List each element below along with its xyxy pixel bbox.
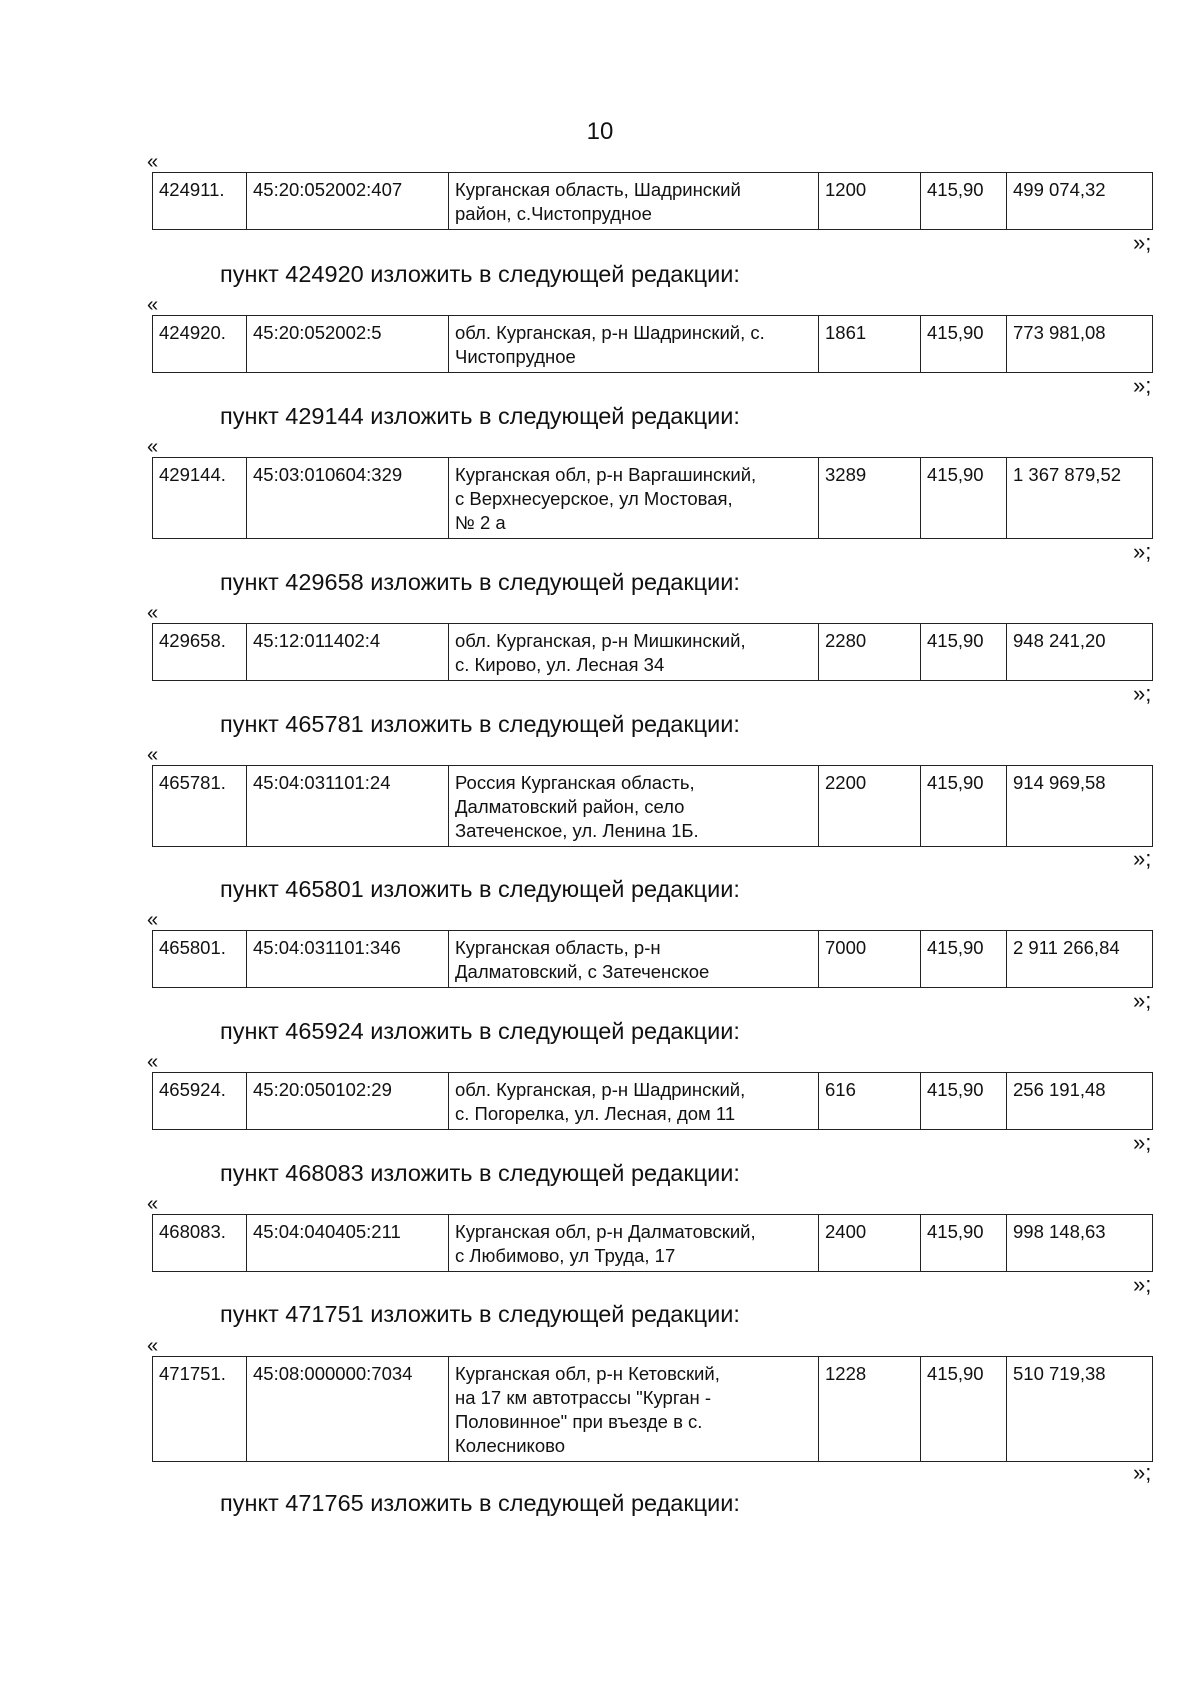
cell-total: 256 191,48: [1007, 1073, 1153, 1130]
cell-address: [449, 173, 819, 230]
cell-cadastral-number: 45:12:011402:4: [247, 624, 449, 681]
cell-address: [449, 1073, 819, 1130]
cell-cadastral-number: 45:04:040405:211: [247, 1215, 449, 1272]
cell-address: [449, 458, 819, 539]
closing-quote: »;: [1133, 1460, 1152, 1485]
closing-quote: »;: [1133, 1130, 1152, 1155]
address-line: район, с.Чистопрудное: [455, 203, 652, 224]
cell-number: 471751.: [153, 1357, 247, 1462]
cell-address: [449, 316, 819, 373]
address-line: Курганская обл, р-н Варгашинский,: [455, 464, 757, 485]
cell-total: 510 719,38: [1007, 1357, 1153, 1462]
cell-area: 7000: [819, 931, 921, 988]
opening-quote: «: [147, 744, 159, 766]
cell-number: 465924.: [153, 1073, 247, 1130]
amendment-instruction: пункт 424920 изложить в следующей редакции:: [220, 261, 740, 287]
cell-cadastral-number: 45:03:010604:329: [247, 458, 449, 539]
address-line: Курганская область, р-н: [455, 937, 661, 958]
page-number: 10: [586, 118, 614, 145]
amendment-instruction: пункт 465781 изложить в следующей редакции:: [220, 711, 740, 737]
cell-area: 2200: [819, 766, 921, 847]
record-table: [152, 457, 1153, 539]
cell-address: [449, 1215, 819, 1272]
table-row: [153, 458, 1153, 539]
cell-area: 1200: [819, 173, 921, 230]
amendment-instruction: пункт 471751 изложить в следующей редакции:: [220, 1301, 740, 1327]
record-table: [152, 765, 1153, 847]
cell-price: 415,90: [921, 173, 1007, 230]
cell-address: [449, 624, 819, 681]
cell-cadastral-number: 45:20:050102:29: [247, 1073, 449, 1130]
address-line: № 2 а: [455, 512, 506, 533]
opening-quote: «: [147, 1335, 159, 1357]
closing-quote: »;: [1133, 988, 1152, 1013]
opening-quote: «: [147, 151, 159, 173]
cell-total: 1 367 879,52: [1007, 458, 1153, 539]
closing-quote: »;: [1133, 681, 1152, 706]
address-line: Россия Курганская область,: [455, 772, 695, 793]
cell-address: [449, 766, 819, 847]
address-line: на 17 км автотрассы "Курган -: [455, 1387, 711, 1408]
record-table: [152, 1072, 1153, 1130]
amendment-instruction: пункт 429144 изложить в следующей редакции:: [220, 403, 740, 429]
cell-number: 429658.: [153, 624, 247, 681]
table-row: [153, 1357, 1153, 1462]
closing-quote: »;: [1133, 230, 1152, 255]
cell-number: 424911.: [153, 173, 247, 230]
cell-total: 914 969,58: [1007, 766, 1153, 847]
record-table: [152, 1356, 1153, 1462]
cell-area: 616: [819, 1073, 921, 1130]
address-line: с. Кирово, ул. Лесная 34: [455, 654, 665, 675]
opening-quote: «: [147, 602, 159, 624]
cell-area: 2280: [819, 624, 921, 681]
opening-quote: «: [147, 1051, 159, 1073]
record-table: [152, 623, 1153, 681]
address-line: Половинное" при въезде в с.: [455, 1411, 703, 1432]
cell-cadastral-number: 45:20:052002:407: [247, 173, 449, 230]
opening-quote: «: [147, 1193, 159, 1215]
cell-total: 499 074,32: [1007, 173, 1153, 230]
address-line: Чистопрудное: [455, 346, 576, 367]
table-row: [153, 1215, 1153, 1272]
cell-total: 998 148,63: [1007, 1215, 1153, 1272]
address-line: Далматовский, с Затеченское: [455, 961, 710, 982]
closing-quote: »;: [1133, 373, 1152, 398]
amendment-instruction: пункт 465801 изложить в следующей редакции:: [220, 876, 740, 902]
cell-cadastral-number: 45:04:031101:346: [247, 931, 449, 988]
cell-address: [449, 931, 819, 988]
cell-price: 415,90: [921, 458, 1007, 539]
address-line: Курганская обл, р-н Далматовский,: [455, 1221, 756, 1242]
record-table: [152, 315, 1153, 373]
address-line: Курганская область, Шадринский: [455, 179, 741, 200]
opening-quote: «: [147, 909, 159, 931]
cell-price: 415,90: [921, 766, 1007, 847]
cell-number: 429144.: [153, 458, 247, 539]
cell-area: 1861: [819, 316, 921, 373]
cell-total: 773 981,08: [1007, 316, 1153, 373]
record-table: [152, 1214, 1153, 1272]
cell-price: 415,90: [921, 316, 1007, 373]
address-line: Колесниково: [455, 1435, 566, 1456]
amendment-instruction: пункт 429658 изложить в следующей редакции:: [220, 569, 740, 595]
amendment-instruction: пункт 465924 изложить в следующей редакции:: [220, 1018, 740, 1044]
cell-total: 948 241,20: [1007, 624, 1153, 681]
cell-number: 468083.: [153, 1215, 247, 1272]
address-line: Затеченское, ул. Ленина 1Б.: [455, 820, 699, 841]
cell-price: 415,90: [921, 624, 1007, 681]
table-row: [153, 624, 1153, 681]
table-row: [153, 316, 1153, 373]
closing-quote: »;: [1133, 1272, 1152, 1297]
closing-quote: »;: [1133, 539, 1152, 564]
amendment-instruction: пункт 471765 изложить в следующей редакции:: [220, 1490, 740, 1516]
cell-cadastral-number: 45:04:031101:24: [247, 766, 449, 847]
cell-number: 465781.: [153, 766, 247, 847]
cell-cadastral-number: 45:20:052002:5: [247, 316, 449, 373]
cell-price: 415,90: [921, 1073, 1007, 1130]
cell-area: 3289: [819, 458, 921, 539]
cell-cadastral-number: 45:08:000000:7034: [247, 1357, 449, 1462]
address-line: обл. Курганская, р-н Мишкинский,: [455, 630, 746, 651]
address-line: с Любимово, ул Труда, 17: [455, 1245, 676, 1266]
cell-number: 465801.: [153, 931, 247, 988]
address-line: Далматовский район, село: [455, 796, 685, 817]
address-line: Курганская обл, р-н Кетовский,: [455, 1363, 720, 1384]
table-row: [153, 173, 1153, 230]
closing-quote: »;: [1133, 846, 1152, 871]
cell-area: 1228: [819, 1357, 921, 1462]
table-row: [153, 766, 1153, 847]
record-table: [152, 930, 1153, 988]
table-row: [153, 931, 1153, 988]
amendment-instruction: пункт 468083 изложить в следующей редакции:: [220, 1160, 740, 1186]
address-line: с Верхнесуерское, ул Мостовая,: [455, 488, 733, 509]
cell-number: 424920.: [153, 316, 247, 373]
table-row: [153, 1073, 1153, 1130]
address-line: с. Погорелка, ул. Лесная, дом 11: [455, 1103, 736, 1124]
cell-address: [449, 1357, 819, 1462]
address-line: обл. Курганская, р-н Шадринский,: [455, 1079, 746, 1100]
cell-price: 415,90: [921, 1215, 1007, 1272]
record-table: [152, 172, 1153, 230]
opening-quote: «: [147, 294, 159, 316]
address-line: обл. Курганская, р-н Шадринский, с.: [455, 322, 765, 343]
cell-price: 415,90: [921, 1357, 1007, 1462]
cell-total: 2 911 266,84: [1007, 931, 1153, 988]
cell-price: 415,90: [921, 931, 1007, 988]
opening-quote: «: [147, 436, 159, 458]
cell-area: 2400: [819, 1215, 921, 1272]
